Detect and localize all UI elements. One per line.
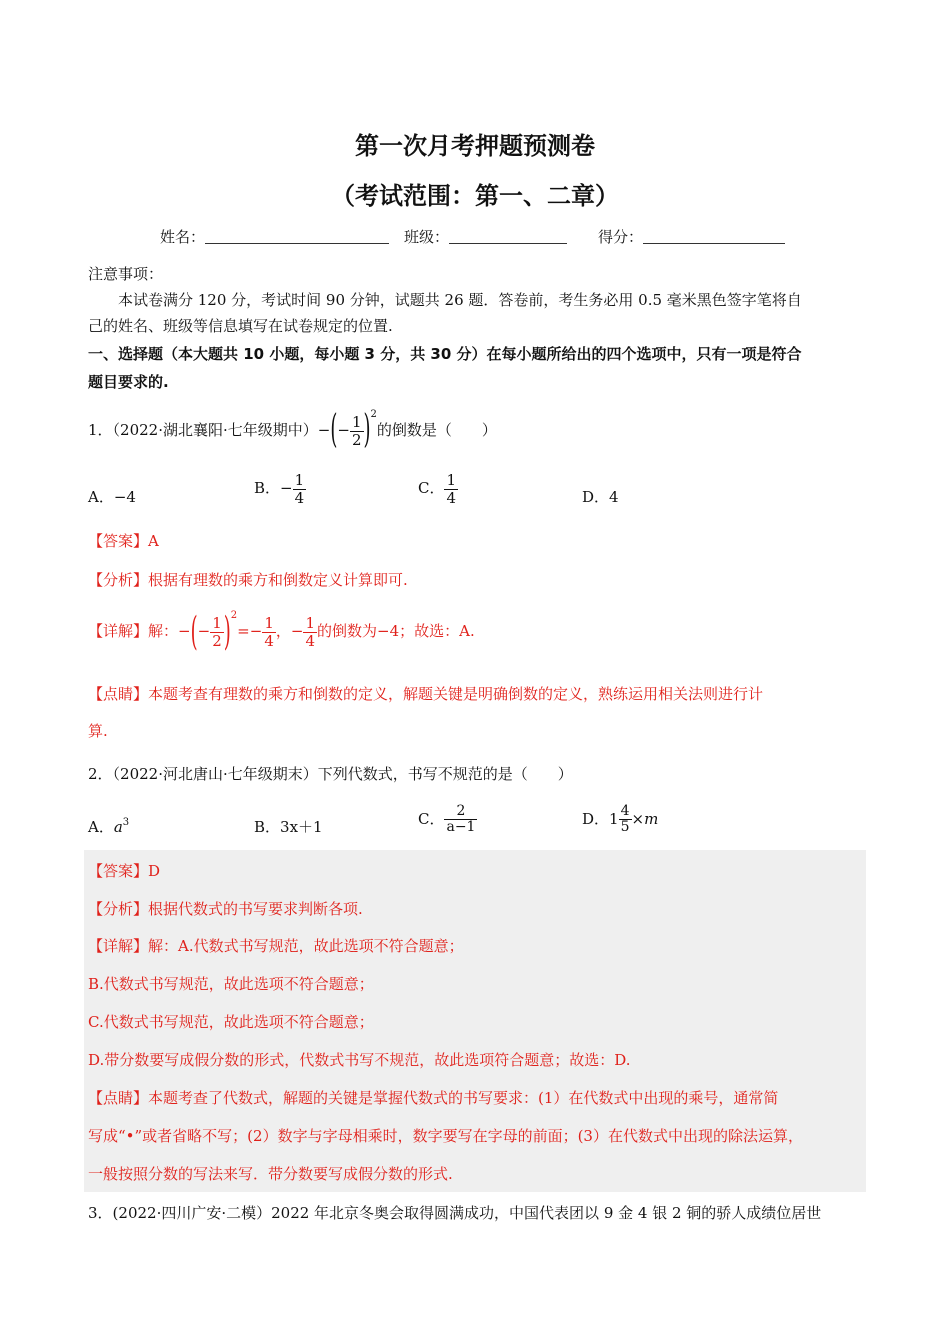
- q1-answer: 【答案】A: [88, 532, 159, 550]
- q2-analysis: 【分析】根据代数式的书写要求判断各项.: [88, 900, 363, 918]
- q2-answer: 【答案】D: [88, 862, 161, 880]
- question-2-stem: 2．（2022·河北唐山·七年级期末）下列代数式，书写不规范的是（ ）: [88, 765, 573, 783]
- page-title: 第一次月考押题预测卷: [355, 132, 595, 160]
- q2-detail-1: 【详解】解：A.代数式书写规范，故此选项不符合题意；: [88, 937, 464, 955]
- q2-option-d: D．1 $\frac{4}{5}$ ×m: [582, 803, 659, 836]
- q2-detail-4: D.带分数要写成假分数的形式，代数式书写不规范，故此选项符合题意；故选：D.: [88, 1051, 631, 1069]
- section-heading-2: 题目要求的.: [88, 373, 169, 391]
- q1-detail: 【详解】解：−(− $\frac{1}{2}$ )$^2$=− $\frac{1}{4}$ ，− $\frac{1}{4}$ 的倒数为−4；故选：A.: [88, 608, 475, 656]
- score-field: [598, 226, 785, 247]
- notice-heading: 注意事项：: [88, 265, 164, 283]
- class-blank: [449, 227, 567, 244]
- q2-option-c: C． $\frac{2}{a-1}$: [418, 803, 476, 836]
- q1-option-a: A．−4: [88, 488, 136, 506]
- q1-comment-line-1: 【点睛】本题考查有理数的乘方和倒数的定义，解题关键是明确倒数的定义，熟练运用相关法则进行计: [88, 685, 764, 703]
- q2-detail-3: C.代数式书写规范，故此选项不符合题意；: [88, 1013, 374, 1031]
- question-3-stem: 3．(2022·四川广安·二模）2022 年北京冬奥会取得圆满成功，中国代表团以 9 金 4 银 2 铜的骄人成绩位居世: [88, 1204, 822, 1222]
- page-subtitle: （考试范围：第一、二章）: [331, 182, 619, 210]
- q2-option-a: A．$a^3$: [88, 817, 130, 836]
- q1-paren-right: ): [363, 406, 371, 453]
- name-field: [160, 226, 389, 247]
- score-label: 得分：: [598, 228, 644, 246]
- q1-option-c: C． $\frac{1}{4}$: [418, 471, 457, 507]
- q1-paren-left: (: [330, 406, 338, 453]
- class-label: 班级：: [404, 228, 450, 246]
- score-blank: [643, 227, 785, 244]
- q1-suffix: 的倒数是（ ）: [376, 421, 497, 439]
- q1-option-d: D．4: [582, 488, 619, 506]
- notice-line-2: 己的姓名、班级等信息填写在试卷规定的位置.: [88, 317, 393, 335]
- name-label: 姓名：: [160, 228, 206, 246]
- class-field: [404, 226, 567, 247]
- q2-comment-line-1: 【点睛】本题考查了代数式，解题的关键是掌握代数式的书写要求：(1）在代数式中出现的乘号，通常简: [88, 1089, 779, 1107]
- q2-option-b: B．3x＋1: [254, 818, 323, 836]
- q1-exponent: 2: [370, 409, 377, 420]
- q2-comment-line-2: 写成“•”或者省略不写；(2）数字与字母相乘时，数字要写在字母的前面；(3）在代数式中出现的除法运算，: [88, 1127, 803, 1145]
- q1-fraction: $\frac{1}{2}$: [351, 413, 362, 449]
- name-blank: [205, 227, 389, 244]
- q1-analysis: 【分析】根据有理数的乘方和倒数定义计算即可.: [88, 571, 408, 589]
- q1-minus: −: [317, 421, 331, 439]
- section-heading-1: 一、选择题（本大题共 10 小题，每小题 3 分，共 30 分）在每小题所给出的四个选项中，只有一项是符合: [88, 345, 802, 363]
- notice-line-1: 本试卷满分 120 分，考试时间 90 分钟，试题共 26 题．答卷前，考生务必用 0.5 毫米黑色签字笔将自: [118, 291, 802, 309]
- question-1-prefix: 1．（2022·湖北襄阳·七年级期中）: [88, 421, 318, 439]
- q1-option-b: B．− $\frac{1}{4}$: [254, 471, 305, 507]
- q1-comment-line-2: 算.: [88, 722, 108, 740]
- q1-inner-minus: −: [337, 421, 350, 439]
- question-1-stem: [88, 405, 497, 453]
- q2-comment-line-3: 一般按照分数的写法来写．带分数要写成假分数的形式.: [88, 1165, 453, 1183]
- q2-detail-2: B.代数式书写规范，故此选项不符合题意；: [88, 975, 374, 993]
